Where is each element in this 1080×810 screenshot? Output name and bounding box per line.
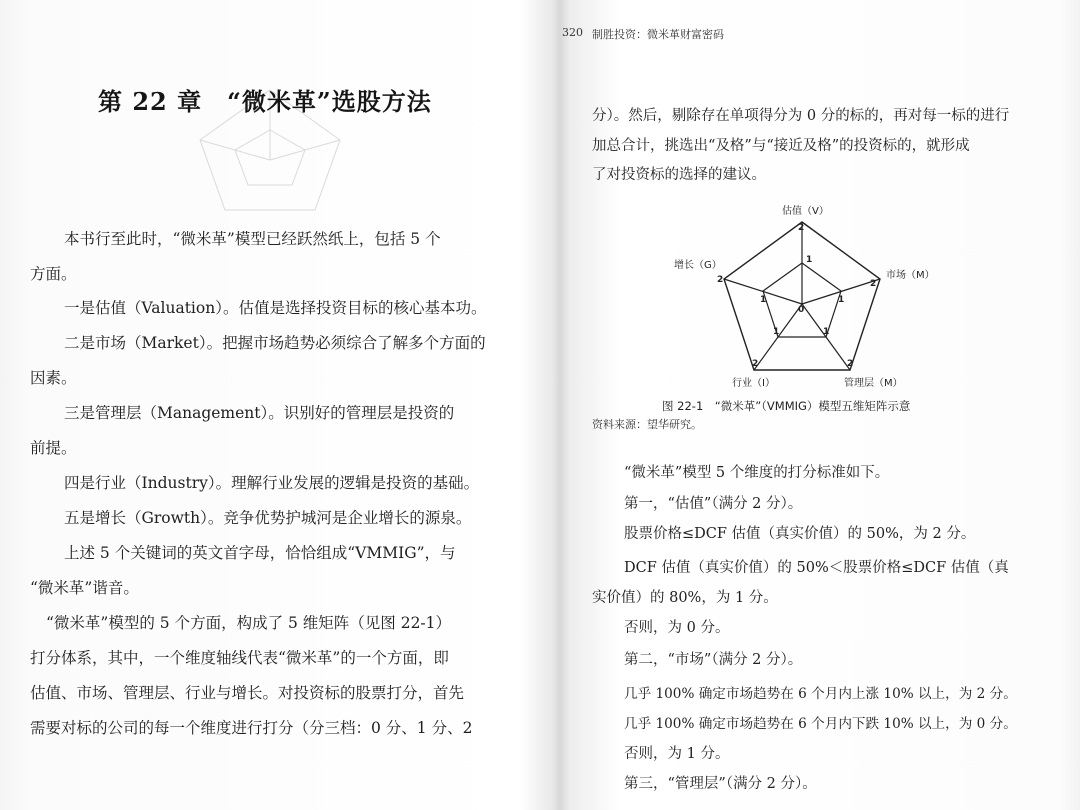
body-line: 分）。然后，剔除存在单项得分为 0 分的标的，再对每一标的进行: [592, 108, 1010, 124]
body-line: 前提。: [30, 439, 77, 457]
body-line: “微米革”模型的 5 个方面，构成了 5 维矩阵（见图 22-1）: [46, 614, 452, 632]
body-line: 第一，“估值”（满分 2 分）。: [624, 496, 803, 512]
axis-label-growth: 增长（G）: [674, 260, 722, 271]
axis-label-management: 管理层（M）: [844, 378, 903, 389]
axis-label-valuation: 估值（V）: [782, 206, 829, 217]
body-line: 否则，为 1 分。: [624, 746, 730, 762]
body-line: 了对投资标的选择的建议。: [592, 167, 766, 183]
body-line: 第二，“市场”（满分 2 分）。: [624, 652, 803, 668]
score-0-center: 0: [798, 305, 805, 315]
score-1-management: 1: [823, 327, 830, 337]
body-line: 上述 5 个关键词的英文首字母，恰恰组成“VMMIG”，与: [64, 544, 456, 562]
body-line: 一是估值（Valuation）。估值是选择投资目标的核心基本功。: [64, 299, 487, 317]
radar-svg: [672, 200, 935, 395]
body-line: 本书行至此时，“微米革”模型已经跃然纸上，包括 5 个: [64, 230, 441, 248]
axis-label-industry: 行业（I）: [732, 378, 775, 389]
body-line: 几乎 100% 确定市场趋势在 6 个月内下跌 10% 以上，为 0 分。: [624, 716, 1017, 732]
body-line: 四是行业（Industry）。理解行业发展的逻辑是投资的基础。: [64, 474, 480, 492]
body-line: 否则，为 0 分。: [624, 620, 730, 636]
body-line: 因素。: [30, 369, 77, 387]
score-2-management: 2: [847, 359, 854, 369]
radar-figure: [672, 200, 935, 395]
score-2-market: 2: [870, 279, 877, 289]
body-line: 五是增长（Growth）。竞争优势护城河是企业增长的源泉。: [64, 509, 472, 527]
body-line: 股票价格≤DCF 估值（真实价值）的 50%，为 2 分。: [624, 526, 976, 542]
score-2-industry: 2: [752, 359, 759, 369]
body-line: 实价值）的 80%，为 1 分。: [592, 590, 778, 606]
body-line: 需要对标的公司的每一个维度进行打分（分三档：0 分、1 分、2: [30, 719, 473, 737]
right-page: [562, 0, 1080, 810]
body-line: 第三，“管理层”（满分 2 分）。: [624, 776, 817, 792]
running-title: 制胜投资：微米革财富密码: [592, 28, 724, 41]
body-line: 二是市场（Market）。把握市场趋势必须综合了解多个方面的: [64, 334, 486, 352]
score-1-industry: 1: [773, 327, 780, 337]
body-line: 几乎 100% 确定市场趋势在 6 个月内上涨 10% 以上，为 2 分。: [624, 686, 1017, 702]
body-line: 方面。: [30, 265, 77, 283]
body-line: 加总合计，挑选出“及格”与“接近及格”的投资标的，就形成: [592, 138, 970, 154]
chapter-title: 第 22 章 “微米革”选股方法: [98, 87, 432, 116]
score-1-growth: 1: [760, 295, 767, 305]
body-line: 三是管理层（Management）。识别好的管理层是投资的: [64, 404, 455, 422]
body-line: 打分体系，其中，一个维度轴线代表“微米革”的一个方面，即: [30, 649, 449, 667]
score-1-market: 1: [838, 295, 845, 305]
body-line: DCF 估值（真实价值）的 50%＜股票价格≤DCF 估值（真: [624, 560, 1009, 576]
score-2-growth: 2: [717, 275, 724, 285]
body-line: “微米革”谐音。: [30, 579, 139, 597]
figure-source: 资料来源：望华研究。: [592, 418, 702, 431]
axis-label-market: 市场（M）: [886, 270, 935, 281]
body-line: “微米革”模型 5 个维度的打分标准如下。: [624, 465, 890, 481]
score-1-valuation: 1: [806, 255, 813, 265]
figure-caption: 图 22-1 “微米革”（VMMIG）模型五维矩阵示意: [662, 399, 911, 413]
body-line: 估值、市场、管理层、行业与增长。对投资标的股票打分，首先: [30, 684, 465, 702]
page-number: 320: [562, 26, 583, 39]
score-2-valuation: 2: [798, 223, 805, 233]
